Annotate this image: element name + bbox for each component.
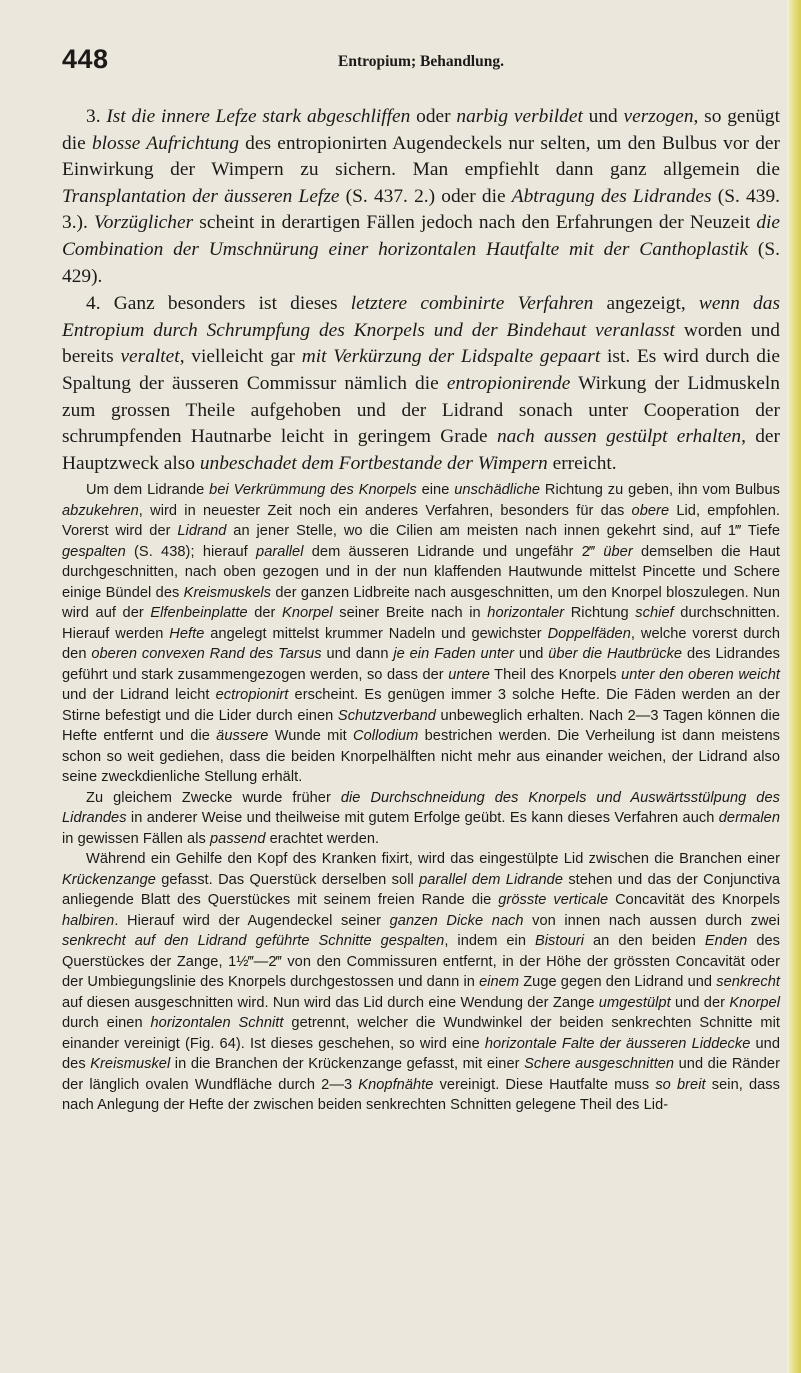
text-run: in gewissen Fällen als xyxy=(62,830,210,847)
italic-text-run: horizontalen Schnitt xyxy=(150,1015,284,1032)
small-paragraph-crutch-forceps xyxy=(62,849,780,1116)
text-run: (S. 439. 3.). xyxy=(62,185,780,234)
italic-text-run: äussere xyxy=(216,728,269,745)
italic-text-run: nach aussen gestülpt erhalten xyxy=(496,426,742,448)
paragraph-4 xyxy=(62,291,780,477)
italic-text-run: Collodium xyxy=(353,728,419,745)
text-run: bestrichen werden. Die Verheilung ist dann meistens schon so weit gediehen, dass die beiden Knorpelhälften nicht mehr aus einander weichen, der Lidrand also seine zweckdienliche Stellung erhält. xyxy=(62,728,780,786)
italic-text-run: Kreismuskel xyxy=(90,1056,171,1073)
italic-text-run: halbiren xyxy=(62,912,115,929)
text-run: Zuge gegen den Lidrand und xyxy=(519,974,717,991)
italic-text-run: grösste verticale xyxy=(498,892,609,909)
italic-text-run: bei Verkrümmung des Knorpels xyxy=(209,482,417,499)
text-run: stehen und das der Conjunctiva anliegende Blatt des Querstückes mit seinem freien Rande die xyxy=(62,871,780,909)
italic-text-run: wenn das Entropium durch Schrumpfung des Knorpels und der Bindehaut veranlasst xyxy=(62,293,780,341)
text-run: Lid, empfohlen. Vorerst wird der xyxy=(62,502,780,540)
italic-text-run: Kreismuskels xyxy=(183,584,272,601)
text-run: in anderer Weise und theilweise mit gutem Erfolge geübt. Es kann dieses Verfahren auch xyxy=(126,810,719,827)
italic-text-run: unbeschadet dem Fortbestande der Wimpern xyxy=(199,452,548,474)
italic-text-run: schief xyxy=(635,605,674,622)
italic-text-run: horizontale Falte der äusseren Liddecke xyxy=(484,1035,751,1052)
book-page xyxy=(62,44,780,1116)
running-head: Entropium; Behandlung. xyxy=(338,53,504,70)
text-run: 4. Ganz besonders ist dieses xyxy=(86,293,351,315)
text-run: dem äusseren Lidrande und ungefähr 2‴ xyxy=(303,543,604,560)
text-run: und dann xyxy=(321,646,394,663)
text-run: Richtung zu geben, ihn vom Bulbus xyxy=(540,482,780,499)
page-number: 448 xyxy=(62,44,109,74)
text-run: Richtung xyxy=(564,605,636,622)
italic-text-run: veraltet xyxy=(120,346,180,368)
text-run: sein, dass nach Anlegung der Hefte der zwischen beiden senkrechten Schnitten gelegene Theil des Lid- xyxy=(62,1076,780,1114)
italic-text-run: gespalten xyxy=(62,543,126,560)
italic-text-run: Elfenbeinplatte xyxy=(150,605,248,622)
text-run: oder xyxy=(410,106,457,127)
text-run: scheint in derartigen Fällen jedoch nach den Erfahrungen der Neuzeit xyxy=(193,212,757,234)
italic-text-run: Lidrand xyxy=(177,523,227,540)
italic-text-run: ganzen Dicke nach xyxy=(389,912,524,929)
italic-text-run: einem xyxy=(479,974,520,991)
text-run: durchschnitten. Hierauf werden xyxy=(62,605,781,642)
italic-text-run: Krückenzange xyxy=(62,871,156,888)
italic-text-run: unschädliche xyxy=(454,482,541,499)
italic-text-run: umgestülpt xyxy=(598,994,671,1011)
text-run: Wunde mit xyxy=(268,728,354,745)
italic-text-run: die Durchschneidung des Knorpels und Auswärtsstülpung des Lidrandes xyxy=(62,789,780,827)
italic-text-run: senkrecht xyxy=(716,974,780,991)
italic-text-run: senkrecht auf den Lidrand geführte Schnitte gespalten xyxy=(62,933,445,950)
italic-text-run: mit Verkürzung der Lidspalte gepaart xyxy=(301,346,601,368)
italic-text-run: horizontaler xyxy=(487,605,565,622)
text-run: , wird in neuester Zeit noch ein anderes Verfahren, besonders für das xyxy=(138,502,632,519)
text-run: Concavität des Knorpels xyxy=(608,892,781,909)
text-run: seiner Breite nach in xyxy=(332,605,488,622)
text-run: an den beiden xyxy=(584,933,705,950)
text-run: erscheint. Es genügen immer 3 solche Hefte. Die Fäden werden an der Stirne befestigt und die Lider durch einen xyxy=(62,687,780,724)
text-run: 3. xyxy=(86,106,107,127)
italic-text-run: je ein Faden unter xyxy=(393,646,515,663)
text-run: durch einen xyxy=(62,1015,151,1032)
italic-text-run: entropionirende xyxy=(446,372,571,394)
text-run: angezeigt, xyxy=(593,293,699,315)
text-run: eine xyxy=(416,482,455,499)
text-run: vereinigt. Diese Hautfalte muss xyxy=(433,1076,656,1093)
italic-text-run: Knorpel xyxy=(729,994,780,1011)
italic-text-run: Ist die innere Lefze stark abgeschliffen xyxy=(106,106,411,127)
text-run: demselben die Haut durchgeschnitten, nach oben gezogen und in der nun klaffenden Hautwunde mittelst Pincette und Schere einige Bündel des xyxy=(62,543,780,601)
italic-text-run: letztere combinirte Verfahren xyxy=(350,293,594,315)
text-run: und xyxy=(514,646,549,663)
text-run: unbeweglich erhalten. Nach 2—3 Tagen können die Hefte entfernt und die xyxy=(62,707,780,745)
italic-text-run: Enden xyxy=(704,933,748,950)
text-run: des Lidrandes geführt und stark zusammengezogen werden, so dass der xyxy=(62,646,781,683)
text-run: und der Lidrand leicht xyxy=(62,687,216,704)
italic-text-run: oberen convexen Rand des Tarsus xyxy=(91,646,322,663)
italic-text-run: Bistouri xyxy=(534,933,585,950)
italic-text-run: verzogen xyxy=(623,106,694,127)
text-run: (S. 437. 2.) oder die xyxy=(339,185,512,207)
page-edge xyxy=(787,0,801,1373)
text-run: der xyxy=(247,605,283,622)
italic-text-run: ectropionirt xyxy=(215,687,289,704)
italic-text-run: so breit xyxy=(655,1076,706,1093)
text-run: und xyxy=(582,106,624,127)
text-run: des entropionirten Augendeckels nur selten, um den Bulbus vor der Einwirkung der Wimpern zu sichern. Man empfiehlt dann ganz allgemein die xyxy=(62,132,780,181)
italic-text-run: Doppelfäden xyxy=(547,625,631,642)
italic-text-run: Knorpel xyxy=(282,605,333,622)
italic-text-run: Knopfnähte xyxy=(358,1076,434,1093)
text-run: und der xyxy=(670,994,730,1011)
page-header xyxy=(62,44,780,88)
italic-text-run: Transplantation der äusseren Lefze xyxy=(62,185,340,207)
italic-text-run: obere xyxy=(631,502,670,519)
text-run: (S. 438); hierauf xyxy=(125,543,257,560)
italic-text-run: unter den oberen weicht xyxy=(621,666,780,683)
text-run: angelegt mittelst krummer Nadeln und gewichster xyxy=(204,625,548,642)
italic-text-run: blosse Aufrichtung xyxy=(91,132,239,154)
italic-text-run: über die Hautbrücke xyxy=(548,646,683,663)
text-run: ist. Es wird durch die Spaltung der äusseren Commissur nämlich die xyxy=(62,346,780,394)
text-run: in die Branchen der Krückenzange gefasst, mit einer xyxy=(170,1056,525,1073)
italic-text-run: Vorzüglicher xyxy=(94,212,194,234)
text-run: , der Hauptzweck also xyxy=(62,426,780,474)
small-paragraph-procedure xyxy=(62,480,780,788)
italic-text-run: narbig verbildet xyxy=(456,106,583,127)
text-run: von innen nach aussen durch zwei xyxy=(523,912,780,929)
paragraph-3 xyxy=(62,104,780,290)
text-run: Während ein Gehilfe den Kopf des Kranken fixirt, wird das eingestülpte Lid zwischen die Branchen einer xyxy=(86,851,780,868)
italic-text-run: parallel xyxy=(256,543,304,560)
text-run: und die Ränder der länglich ovalen Wundfläche durch 2—3 xyxy=(62,1056,780,1093)
italic-text-run: parallel dem Lidrande xyxy=(419,871,563,888)
small-paragraph-earlier-method xyxy=(62,788,780,850)
text-run: Um dem Lidrande xyxy=(86,482,210,499)
italic-text-run: untere xyxy=(448,666,490,683)
text-run: getrennt, welcher die Wundwinkel der beiden senkrechten Schnitte mit einander vereinigt (Fig. 64). Ist dieses geschehen, so wird eine xyxy=(62,1015,780,1052)
text-run: erachtet werden. xyxy=(265,830,380,847)
text-run: , vielleicht gar xyxy=(179,346,302,368)
text-run: , so genügt die xyxy=(62,106,780,154)
text-run: der ganzen Lidbreite nach ausgeschnitten, um den Knorpel bloszulegen. Nun wird auf der xyxy=(62,584,780,622)
italic-text-run: Abtragung des Lidrandes xyxy=(511,185,712,207)
text-run: , welche vorerst durch den xyxy=(62,625,780,663)
text-run: , indem ein xyxy=(444,933,535,950)
text-run: Wirkung der Lidmuskeln zum grossen Theile aufgehoben und der Lidrand sonach unter Cooperation der schrumpfenden Hautnarbe leicht in geringem Grade xyxy=(62,372,780,448)
italic-text-run: die Combination der Umschnürung einer horizontalen Hautfalte mit der Canthoplastik xyxy=(62,212,781,260)
text-run: auf diesen ausgeschnitten wird. Nun wird das Lid durch eine Wendung der Zange xyxy=(62,994,599,1011)
text-run: . Hierauf wird der Augendeckel seiner xyxy=(114,912,390,929)
text-run: gefasst. Das Querstück derselben soll xyxy=(155,871,420,888)
text-run: und des xyxy=(62,1035,780,1073)
text-run: Zu gleichem Zwecke wurde früher xyxy=(86,789,341,806)
italic-text-run: über xyxy=(603,543,633,560)
italic-text-run: passend xyxy=(209,830,266,847)
italic-text-run: dermalen xyxy=(718,810,780,827)
text-run: an jener Stelle, wo die Cilien am meisten nach innen gekehrt sind, auf 1‴ Tiefe xyxy=(226,523,780,540)
italic-text-run: Hefte xyxy=(169,625,205,642)
text-run: erreicht. xyxy=(547,452,617,474)
italic-text-run: abzukehren xyxy=(62,502,139,519)
text-run: (S. 429). xyxy=(62,238,780,287)
text-run: Theil des Knorpels xyxy=(489,666,622,683)
italic-text-run: Schere ausgeschnitten xyxy=(524,1056,675,1073)
italic-text-run: Schutzverband xyxy=(337,707,436,724)
text-run: worden und bereits xyxy=(62,319,781,368)
text-run: des Querstückes der Zange, 1½‴—2‴ von den Commissuren entfernt, in der Höhe der grössten Concavität oder der Umbiegungslinie des Knorpels durchgestossen und dann in xyxy=(62,933,780,991)
